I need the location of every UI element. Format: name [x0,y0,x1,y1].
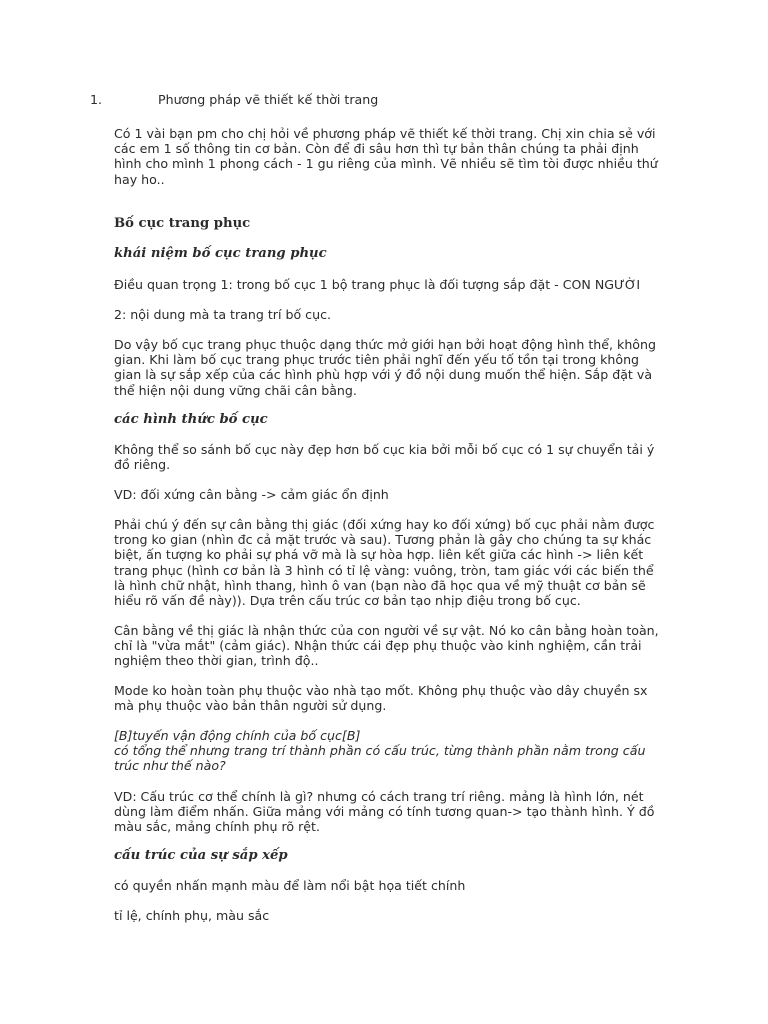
tuyen-van-dong-line2: có tổng thể nhưng trang trí thành phần có cấu trúc, từng thành phần nằm trong cấu trúc như thế nào? [114,743,646,774]
paragraph-vd-doi-xung: VD: đối xứng cân bằng -> cảm giác ổn định [114,487,389,502]
intro-paragraph: Có 1 vài bạn pm cho chị hỏi về phương pháp vẽ thiết kế thời trang. Chị xin chia sẻ với các em 1 số thông tin cơ bản. Còn để đi sâu hơn thì tự bản thân chúng ta phải định hình cho mình 1 phong cách - 1 gu riêng của mình. Vẽ nhiều sẽ tìm tòi được nhiều thứ hay ho.. [114,126,658,187]
paragraph-ti-le: tỉ lệ, chính phụ, màu sắc [114,908,270,923]
paragraph-phai-chu-y: Phải chú ý đến sự cân bằng thị giác (đối xứng hay ko đối xứng) bố cục phải nằm được trong ko gian (nhìn đc cả mặt trước và sau). Tương phản là gây cho chúng ta sự khác biệt, ấn tượng ko phải sự phá vỡ mà là sự hòa hợp. liên kết giữa các hình -> liên kết trang phục (hình cơ bản là 3 hình có tỉ lệ vàng: vuông, tròn, tam giác với các biến thể là hình chữ nhật, hình thang, hình ô van (bạn nào đã học qua về mỹ thuật cơ bản sẽ hiểu rõ vấn đề này)). Dựa trên cấu trúc cơ bản tạo nhịp điệu trong bố cục. [114,517,655,609]
section-title-bo-cuc: Bố cục trang phục [114,216,251,231]
paragraph-tuyen-van-dong [114,728,660,774]
paragraph-noi-dung: 2: nội dung mà ta trang trí bố cục. [114,307,332,322]
section-title-cau-truc: cấu trúc của sự sắp xếp [114,848,288,863]
paragraph-dieu-quan-trong: Điều quan trọng 1: trong bố cục 1 bộ trang phục là đối tượng sắp đặt - CON NGƯỜI [114,277,641,292]
tuyen-van-dong-line1: [B]tuyến vận động chính của bố cục[B] [114,728,361,743]
paragraph-can-bang-thi-giac: Cân bằng về thị giác là nhận thức của con người về sự vật. Nó ko cân bằng hoàn toàn, chỉ là "vừa mắt" (cảm giác). Nhận thức cái đẹp phụ thuộc vào kinh nghiệm, cần trải nghiệm theo thời gian, trình độ.. [114,623,659,669]
paragraph-vd-cau-truc: VD: Cấu trúc cơ thể chính là gì? nhưng có cách trang trí riêng. mảng là hình lớn, nét dùng làm điểm nhấn. Giữa mảng với mảng có tính tương quan-> tạo thành hình. Ý đồ màu sắc, mảng chính phụ rõ rệt. [114,789,655,835]
heading-title: Phương pháp vẽ thiết kế thời trang [158,92,379,107]
paragraph-co-quyen: có quyền nhấn mạnh màu để làm nổi bật họa tiết chính [114,878,466,893]
section-subtitle-khai-niem: khái niệm bố cục trang phục [114,246,327,261]
paragraph-mode: Mode ko hoàn toàn phụ thuộc vào nhà tạo mốt. Không phụ thuộc vào dây chuyền sx mà phụ thuộc vào bản thân người sử dụng. [114,683,648,714]
paragraph-khong-the-so-sanh: Không thể so sánh bố cục này đẹp hơn bố cục kia bởi mỗi bố cục có 1 sự chuyển tải ý đồ riêng. [114,442,655,473]
section-title-hinh-thuc: các hình thức bố cục [114,412,268,427]
heading-number: 1. [90,92,103,107]
paragraph-do-vay: Do vậy bố cục trang phục thuộc dạng thức mở giới hạn bởi hoạt động hình thể, không gian. Khi làm bố cục trang phục trước tiên phải nghĩ đến yếu tố tồn tại trong không gian là sự sắp xếp của các hình phù hợp với ý đồ nội dung muốn thể hiện. Sắp đặt và thể hiện nội dung vững chãi cân bằng. [114,337,656,398]
heading-row [90,92,690,110]
